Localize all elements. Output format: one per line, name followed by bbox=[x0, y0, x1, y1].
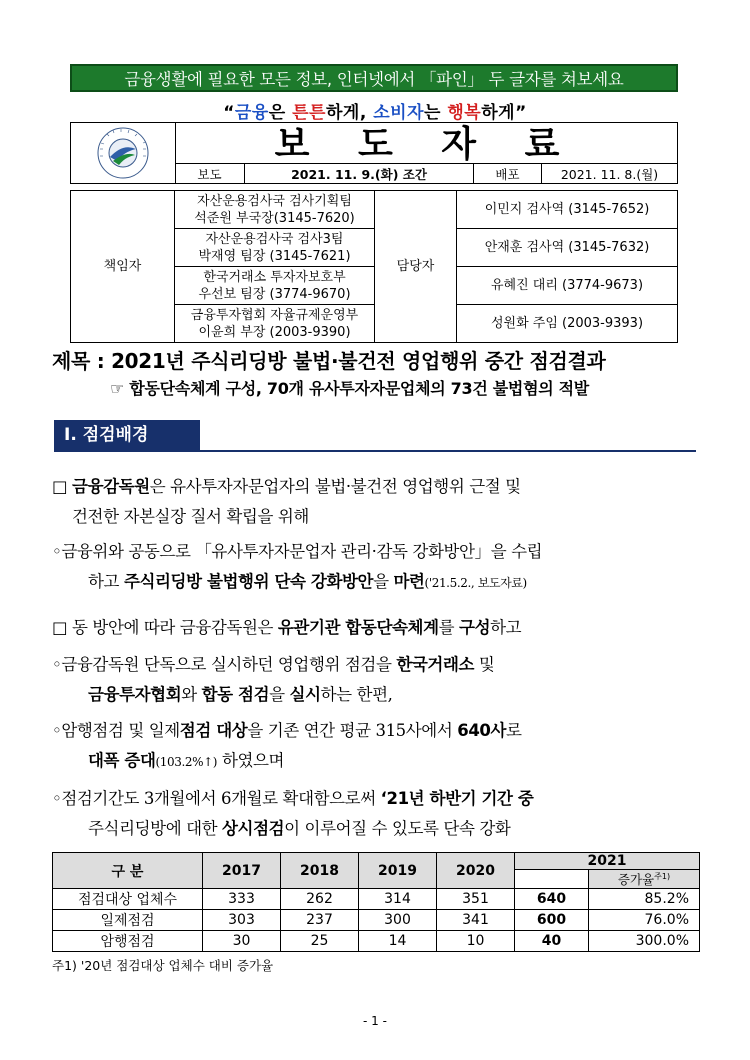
cell: 237 bbox=[281, 910, 359, 931]
slogan-word: 튼튼 bbox=[292, 103, 326, 123]
text: 한국거래소 bbox=[396, 655, 475, 674]
text: 을 bbox=[269, 685, 290, 704]
article-subtitle bbox=[110, 376, 589, 399]
distribute-date: 2021. 11. 8.(월) bbox=[560, 167, 659, 182]
slogan-word: 금융 bbox=[234, 103, 269, 123]
text: 구성 bbox=[459, 618, 491, 637]
text: 하는 한편, bbox=[320, 685, 393, 704]
contact-dept: 한국거래소 투자자보호부 bbox=[203, 269, 346, 285]
cell: 333 bbox=[203, 889, 281, 910]
contact-name: 우선보 팀장 (3774-9670) bbox=[198, 286, 351, 302]
paragraph bbox=[52, 472, 698, 532]
cell: 341 bbox=[437, 910, 515, 931]
text: 를 bbox=[438, 618, 460, 637]
slogan-word: 하게 bbox=[481, 103, 516, 123]
slogan-word: 행복 bbox=[447, 103, 482, 123]
text: 와 bbox=[181, 685, 202, 704]
cell: 76.0% bbox=[589, 910, 700, 931]
slogan bbox=[0, 98, 750, 123]
page-number: - 1 - bbox=[363, 1014, 387, 1028]
cell: 314 bbox=[359, 889, 437, 910]
slogan-word: 하게, bbox=[325, 103, 374, 123]
contact-dept: 금융투자협회 자율규제운영부 bbox=[190, 307, 359, 323]
text: 금융감독원 bbox=[72, 477, 150, 496]
text: ('21.5.2., 보도자료) bbox=[424, 576, 527, 590]
contact-name: 석준원 부국장(3145-7620) bbox=[194, 210, 355, 226]
pointing-hand-icon: ☞ bbox=[110, 379, 125, 398]
slogan-word: 는 bbox=[424, 103, 448, 123]
cell: 303 bbox=[203, 910, 281, 931]
text: 건전한 자본실장 질서 확립을 위해 bbox=[72, 507, 309, 526]
slogan-word: 소비자 bbox=[373, 103, 424, 123]
text: 및 bbox=[474, 655, 495, 674]
footnote: 주1) '20년 점검대상 업체수 대비 증가율 bbox=[52, 958, 274, 973]
staff-cell: 이민지 검사역 (3145-7652) bbox=[457, 191, 678, 229]
paragraph bbox=[52, 650, 698, 710]
cell: 262 bbox=[281, 889, 359, 910]
text: (103.2%↑) bbox=[155, 755, 218, 769]
text: 을 기존 연간 평균 315사에서 bbox=[247, 721, 458, 740]
col-header: 2017 bbox=[203, 853, 281, 889]
responsible-cell bbox=[175, 229, 375, 267]
cell: 300 bbox=[359, 910, 437, 931]
distribute-label: 배포 bbox=[474, 164, 542, 184]
text: □ 동 방안에 따라 금융감독원은 bbox=[52, 618, 278, 637]
col-header: 구 분 bbox=[53, 853, 203, 889]
responsible-cell bbox=[175, 191, 375, 229]
col-header: 2019 bbox=[359, 853, 437, 889]
section-heading: Ⅰ. 점검배경 bbox=[54, 420, 200, 450]
text: 은 유사투자자문업자의 불법·불건전 영업행위 근절 및 bbox=[149, 477, 521, 496]
cell: 25 bbox=[281, 931, 359, 952]
paragraph bbox=[52, 613, 698, 643]
row-label: 암행점검 bbox=[53, 931, 203, 952]
seal-icon bbox=[93, 125, 153, 181]
text: 마련 bbox=[393, 572, 425, 591]
text: ◦금융위와 공동으로 「유사투자자문업자 관리·감독 강화방안」을 수립 bbox=[52, 542, 543, 561]
cell: 351 bbox=[437, 889, 515, 910]
cell: 85.2% bbox=[589, 889, 700, 910]
date-row bbox=[175, 163, 677, 184]
cell: 30 bbox=[203, 931, 281, 952]
staff-cell: 유혜진 대리 (3774-9673) bbox=[457, 267, 678, 305]
col-header bbox=[515, 870, 589, 889]
article-title: 제목 : 2021년 주식리딩방 불법·불건전 영업행위 중간 점검결과 bbox=[52, 349, 606, 373]
release-date: 2021. 11. 9.(화) 조간 bbox=[245, 164, 474, 184]
staff-cell: 안재훈 검사역 (3145-7632) bbox=[457, 229, 678, 267]
growth-label: 증가율 bbox=[617, 872, 655, 887]
text: ◦암행점검 및 일제 bbox=[52, 721, 180, 740]
responsible-label: 책임자 bbox=[71, 191, 175, 343]
slogan-quote: ” bbox=[515, 103, 527, 123]
table-row bbox=[53, 889, 700, 910]
col-header: 2020 bbox=[437, 853, 515, 889]
footnote-mark: 주1) bbox=[654, 871, 671, 881]
paragraph bbox=[52, 537, 698, 598]
col-header: 2018 bbox=[281, 853, 359, 889]
responsible-cell bbox=[175, 267, 375, 305]
text: ◦금융감독원 단독으로 실시하던 영업행위 점검을 bbox=[52, 655, 397, 674]
slogan-quote: “ bbox=[223, 103, 235, 123]
staff-cell: 성원화 주임 (2003-9393) bbox=[457, 305, 678, 343]
text: 점검 대상 bbox=[179, 721, 248, 740]
text: 유관기관 합동단속체계 bbox=[277, 618, 439, 637]
inspection-table bbox=[52, 852, 700, 952]
text: 을 bbox=[373, 572, 394, 591]
cell: 300.0% bbox=[589, 931, 700, 952]
cell: 10 bbox=[437, 931, 515, 952]
col-header: 2021 bbox=[515, 853, 700, 870]
subtitle-text: 합동단속체계 구성, 70개 유사투자자문업체의 73건 불법혐의 적발 bbox=[129, 379, 589, 398]
cell: 600 bbox=[515, 910, 589, 931]
contact-dept: 자산운용검사국 검사기획팀 bbox=[197, 193, 352, 209]
text: 하였으며 bbox=[217, 751, 285, 770]
text: 합동 점검 bbox=[201, 685, 270, 704]
paragraph bbox=[52, 716, 698, 777]
contact-table bbox=[70, 190, 678, 343]
row-label: 일제점검 bbox=[53, 910, 203, 931]
cell: 640 bbox=[515, 889, 589, 910]
text: 주식리딩방에 대한 bbox=[88, 819, 223, 838]
fss-logo bbox=[71, 123, 176, 183]
text: □ bbox=[52, 477, 73, 496]
text: 이 이루어질 수 있도록 단속 강화 bbox=[284, 819, 511, 838]
press-header bbox=[70, 122, 678, 184]
slogan-word: 은 bbox=[268, 103, 293, 123]
top-banner: 금융생활에 필요한 모든 정보, 인터넷에서 「파인」 두 글자를 쳐보세요 bbox=[70, 64, 678, 92]
text: 실시 bbox=[289, 685, 321, 704]
table-row bbox=[53, 931, 700, 952]
text: 주식리딩방 불법행위 단속 강화방안 bbox=[123, 572, 374, 591]
contact-name: 이윤희 부장 (2003-9390) bbox=[198, 324, 351, 340]
responsible-cell bbox=[175, 305, 375, 343]
text: 로 bbox=[506, 721, 522, 740]
text: ‘21년 하반기 기간 중 bbox=[380, 789, 534, 808]
table-row bbox=[53, 910, 700, 931]
col-header bbox=[589, 870, 700, 889]
cell: 40 bbox=[515, 931, 589, 952]
text: 상시점검 bbox=[222, 819, 285, 838]
contact-dept: 자산운용검사국 검사3팀 bbox=[205, 231, 344, 247]
text: 640사 bbox=[457, 721, 507, 740]
text: 하고 bbox=[490, 618, 522, 637]
text: 대폭 증대 bbox=[88, 751, 156, 770]
text: 하고 bbox=[88, 572, 124, 591]
staff-label: 담당자 bbox=[375, 191, 457, 343]
contact-name: 박재영 팀장 (3145-7621) bbox=[198, 248, 351, 264]
cell: 14 bbox=[359, 931, 437, 952]
press-release-title: 보 도 자 료 bbox=[274, 123, 578, 165]
section-divider bbox=[54, 450, 696, 452]
text: ◦점검기간도 3개월에서 6개월로 확대함으로써 bbox=[52, 789, 381, 808]
text: 금융투자협회 bbox=[88, 685, 182, 704]
row-label: 점검대상 업체수 bbox=[53, 889, 203, 910]
paragraph bbox=[52, 784, 698, 844]
release-label: 보도 bbox=[175, 164, 245, 184]
